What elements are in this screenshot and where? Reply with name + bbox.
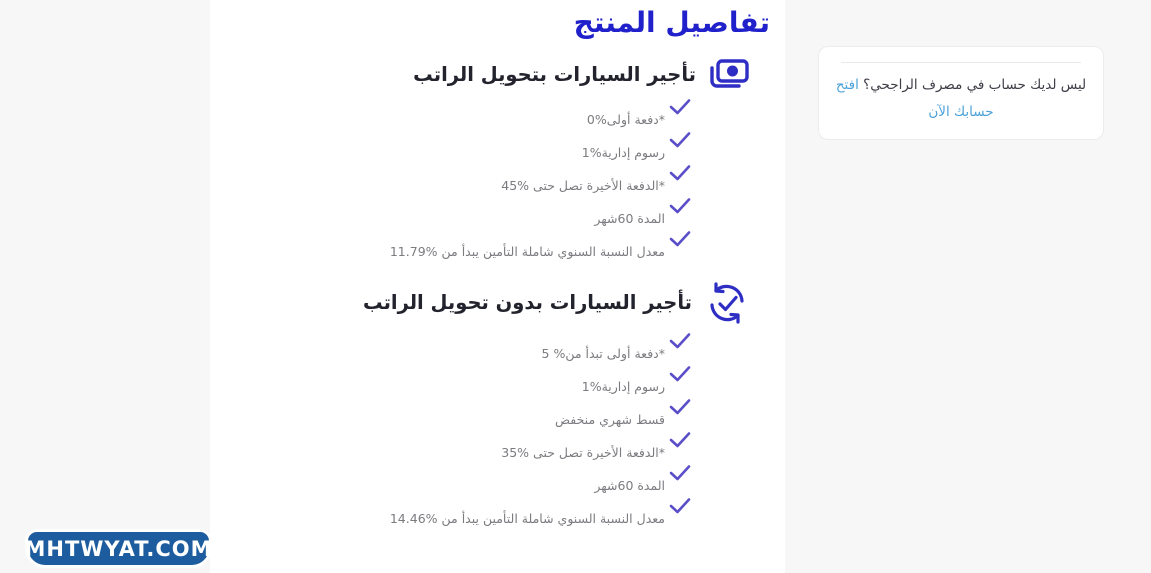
feature-list (225, 332, 692, 527)
feature-text: المدة 60شهر (594, 211, 665, 226)
banknote-icon (708, 58, 750, 92)
check-icon (668, 497, 692, 518)
check-icon (668, 131, 692, 152)
section-no-salary-transfer (225, 280, 770, 527)
page-title: تفاصيل المنتج (573, 6, 770, 39)
feature-text: قسط شهري منخفض (554, 412, 665, 427)
feature-text: *الدفعة الأخيرة تصل حتى %45 (501, 178, 665, 193)
feature-item (225, 131, 692, 161)
open-account-card (818, 46, 1104, 140)
feature-item (225, 98, 692, 128)
feature-text: *الدفعة الأخيرة تصل حتى %35 (501, 445, 665, 460)
check-icon (668, 431, 692, 452)
feature-item (225, 431, 692, 461)
feature-text: رسوم إدارية%1 (581, 379, 665, 394)
watermark-text: MHTWYAT.COM (24, 536, 213, 561)
check-icon (668, 365, 692, 386)
section-header (225, 280, 750, 326)
feature-item (225, 164, 692, 194)
feature-item (225, 230, 692, 260)
check-icon (668, 332, 692, 353)
feature-text: *دفعة أولى تبدأ من% 5 (541, 346, 665, 361)
feature-item (225, 464, 692, 494)
account-question: ليس لديك حساب في مصرف الراجحي؟ (863, 77, 1087, 93)
check-icon (668, 164, 692, 185)
check-icon (668, 98, 692, 119)
feature-item (225, 365, 692, 395)
watermark-badge (25, 529, 212, 568)
feature-item (225, 332, 692, 362)
product-details-panel (210, 0, 785, 573)
feature-text: معدل النسبة السنوي شاملة التأمين يبدأ من %11.79 (389, 244, 665, 259)
section-salary-transfer (225, 58, 770, 260)
feature-text: *دفعة أولى%0 (586, 112, 665, 127)
feature-item (225, 497, 692, 527)
section-heading: تأجير السيارات بتحويل الراتب (413, 63, 696, 87)
feature-list (225, 98, 692, 260)
sync-check-icon (704, 280, 750, 326)
feature-item (225, 398, 692, 428)
section-heading: تأجير السيارات بدون تحويل الراتب (362, 291, 692, 315)
feature-text: معدل النسبة السنوي شاملة التأمين يبدأ من %14.46 (389, 511, 665, 526)
feature-text: رسوم إدارية%1 (581, 145, 665, 160)
feature-item (225, 197, 692, 227)
open-account-link[interactable]: افتح حسابك الآن (835, 77, 994, 120)
check-icon (668, 197, 692, 218)
section-header (225, 58, 750, 92)
card-text (819, 72, 1103, 126)
check-icon (668, 230, 692, 251)
card-divider (841, 62, 1081, 63)
check-icon (668, 464, 692, 485)
check-icon (668, 398, 692, 419)
feature-text: المدة 60شهر (594, 478, 665, 493)
